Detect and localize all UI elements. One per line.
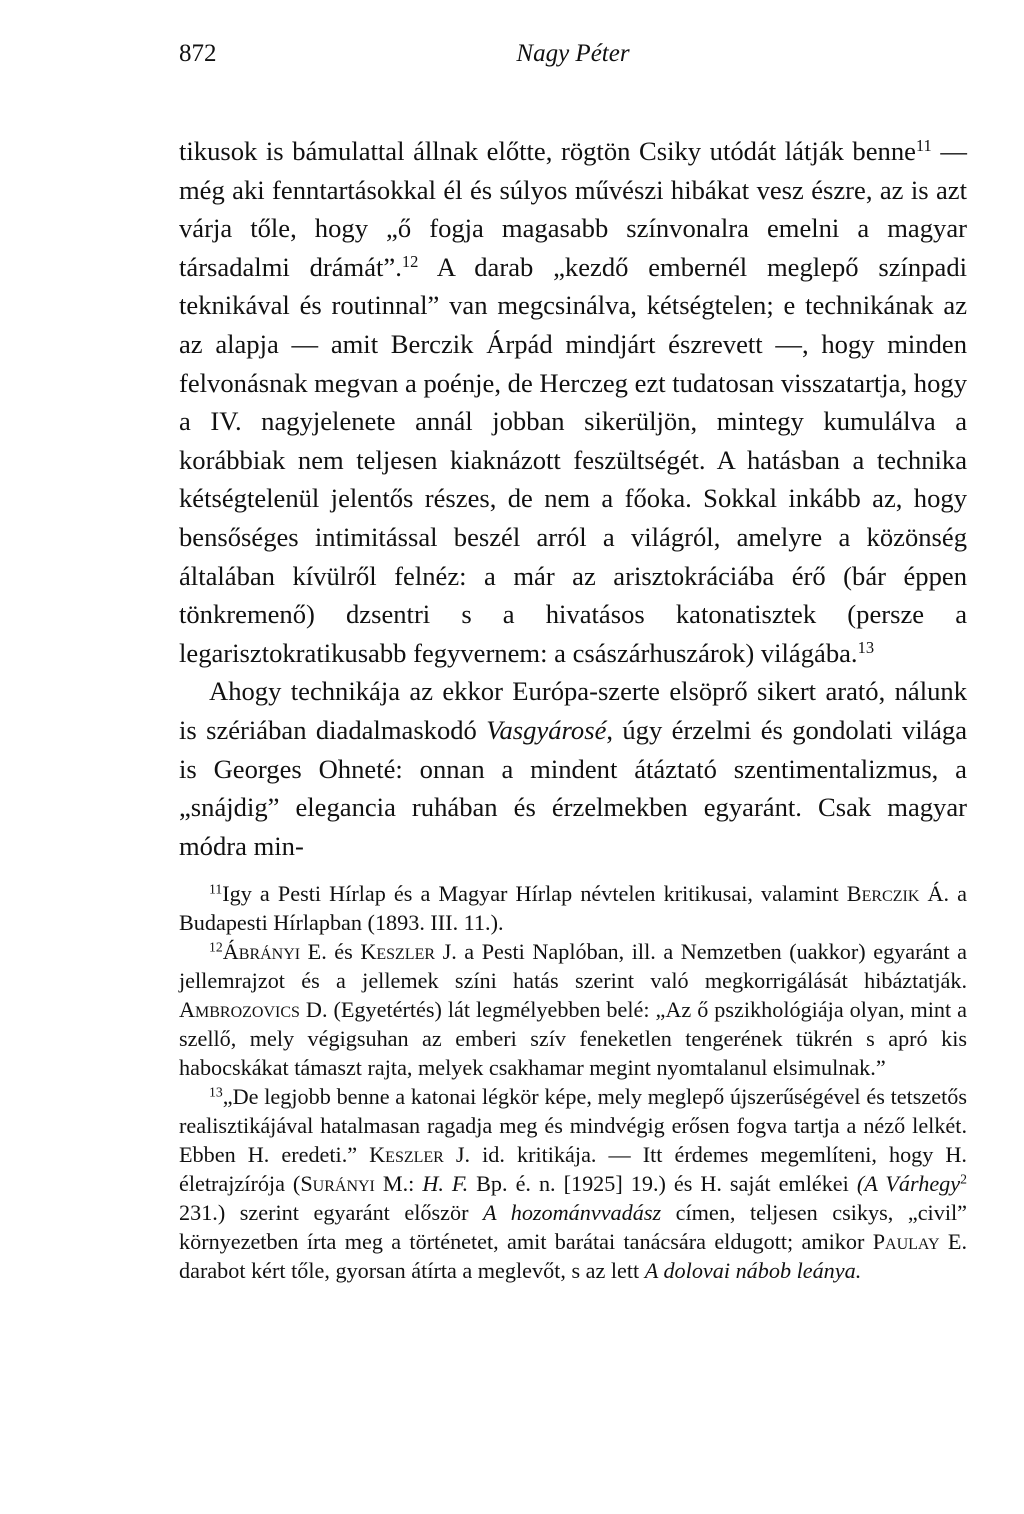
text-run: — még aki fenntartásokkal él és súlyos művészi hibákat vesz észre, az is azt várja tőle, hogy „ő fogja magasabb színvonalra emelni a magyar társadalmi drámát”.	[179, 136, 967, 282]
footnote-ref-11: 11	[915, 135, 932, 155]
footnotes	[179, 879, 967, 1285]
work-title: A dolovai nábob leánya.	[644, 1258, 862, 1284]
text-run: E. és	[300, 939, 361, 965]
work-title: A hozománvvadász	[483, 1200, 662, 1226]
text-run: „De legjobb benne a katonai légkör képe, mely meglepő újszerűségével és tetszetős realisztikájával hatalmasan ragadja meg és mindvégig erősen fogva tartja a néző lelkét. Ebben H. eredeti.”	[179, 1084, 967, 1168]
text-run: , úgy érzelmi és gondolati világa is Georges Ohneté: onnan a mindent átáztató szentimentalizmus, a „snájdig” elegancia ruhában és érzelmekben egyaránt. Csak magyar módra min-	[179, 714, 967, 861]
footnote-number: 11	[209, 881, 223, 897]
footnote-13	[179, 1082, 967, 1285]
author-name: Keszler	[360, 939, 436, 965]
text-run: Á. a Budapesti Hírlapban (1893. III. 11.).	[179, 881, 967, 936]
text-run: M.:	[374, 1171, 423, 1197]
author-name: Ambrozovics	[179, 997, 300, 1023]
author-name: Paulay	[872, 1229, 940, 1255]
text-run: Bp. é. n. [1925] 19.) és H. saját emlékei	[468, 1171, 857, 1197]
work-title: Vasgyárosé	[486, 714, 607, 745]
text-run: 231.) szerint egyaránt először	[179, 1200, 484, 1226]
footnote-ref-12: 12	[401, 251, 419, 271]
page-number: 872	[179, 40, 217, 67]
text-run: E. darabot kért tőle, gyorsan átírta a meglevőt, s az lett	[179, 1229, 967, 1284]
text-run: címen, teljesen csikys, „civil” környezetben írta meg a történetet, amit barátai tanácsára eldugott; amikor	[179, 1200, 967, 1255]
footnote-11	[179, 879, 967, 937]
italic-abbrev: H. F.	[422, 1171, 469, 1197]
running-head	[179, 40, 967, 74]
text-run: D. (Egyetértés) lát legmélyebben belé: „Az ő pszikhológiája olyan, mint a szellő, mely végigsuhan az emberi szív feneketlen tengerének tükrén s apró kis habocskákat támaszt rajta, melyek csakhamar megint nyomtalanul elsimulnak.”	[179, 997, 967, 1081]
text-run: Igy a Pesti Hírlap és a Magyar Hírlap névtelen kritikusai, valamint	[222, 881, 847, 907]
text-run: Ahogy technikája az ekkor Európa-szerte elsöprő sikert arató, nálunk is szériában diadalmaskodó	[179, 676, 967, 745]
running-title: Nagy Péter	[516, 40, 630, 67]
text-run: J. a Pesti Naplóban, ill. a Nemzetben (uakkor) egyaránt a jellemrajzot és a jellemek színi hatás szerint való megkorrigálását hibáztatják.	[179, 939, 968, 994]
text-run: A darab „kezdő embernél meglepő színpadi teknikával és routinnal” van megcsinálva, kétségtelen; e technikának az az alapja — amit Berczik Árpád mindjárt észrevett —, hogy minden felvonásnak megvan a poénje, de Herczeg ezt tudatosan visszatartja, hogy a IV. nagyjelenete annál jobban sikerüljön, mintegy kumulálva a korábbiak nem teljesen kiaknázott feszültségét. A hatásban a technika kétségtelenül jelentős részes, de nem a főoka. Sokkal inkább az, hogy bensőséges intimitással beszél arról a világról, amelyre a közönség általában kívülről felnéz: a már az arisztokráciába érő (bár éppen tönkremenő) dzsentri s a hivatásos katonatisztek (persze a legarisztokratikusabb fegyvernem: a császárhuszárok) világába.	[179, 251, 967, 668]
paragraph-1	[179, 132, 967, 672]
footnote-number: 13	[209, 1084, 223, 1100]
edition-superscript: 2	[960, 1171, 967, 1187]
book-page	[179, 40, 967, 1285]
work-title: (A Várhegy	[856, 1171, 961, 1197]
author-name: Surányi	[300, 1171, 375, 1197]
author-name: Berczik	[846, 881, 920, 907]
text-run: J. id. kritikája. — Itt érdemes megemlíteni, hogy H. életrajzírója (	[179, 1142, 967, 1197]
main-text	[179, 132, 967, 865]
footnote-ref-13: 13	[857, 637, 875, 657]
text-run: tikusok is bámulattal állnak előtte, rögtön Csiky utódát látják benne	[179, 136, 916, 166]
author-name: Ábrányi	[222, 939, 301, 965]
paragraph-2	[179, 672, 967, 865]
author-name: Keszler	[369, 1142, 444, 1168]
footnote-12	[179, 937, 967, 1082]
footnote-number: 12	[209, 939, 223, 955]
